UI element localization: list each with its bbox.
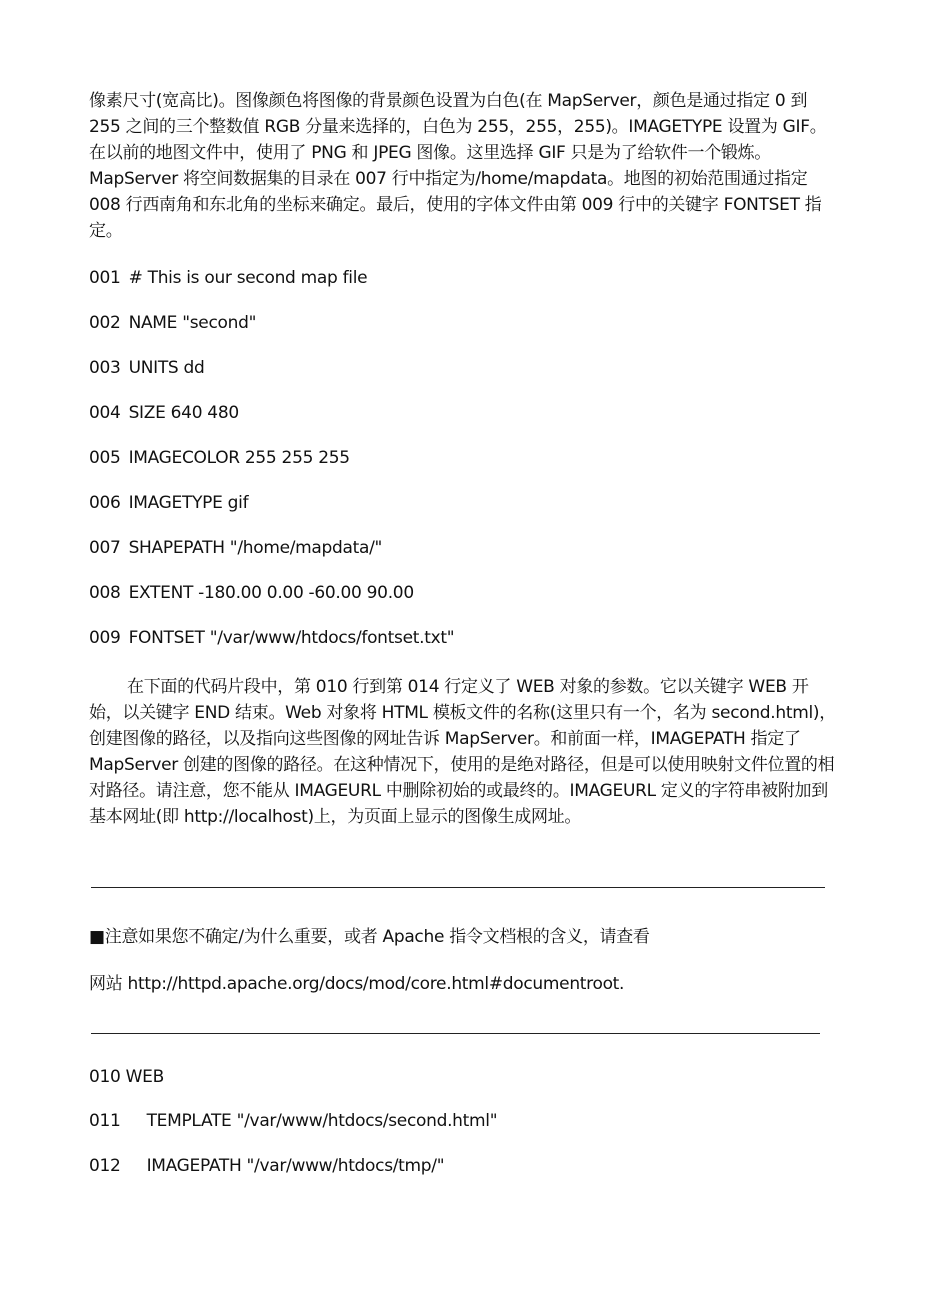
line-number: 002 bbox=[89, 313, 121, 333]
line-number: 006 bbox=[89, 493, 121, 513]
code-line-001 bbox=[89, 267, 367, 289]
code-text: NAME "second" bbox=[128, 313, 257, 333]
code-text: FONTSET "/var/www/htdocs/fontset.txt" bbox=[128, 628, 455, 648]
code-line-004 bbox=[89, 402, 239, 424]
line-number: 011 bbox=[89, 1111, 121, 1131]
line-number: 010 bbox=[89, 1067, 121, 1087]
note-top-divider bbox=[91, 887, 825, 888]
code-text: IMAGETYPE gif bbox=[128, 493, 249, 513]
line-number: 009 bbox=[89, 628, 121, 648]
note-bottom-divider bbox=[91, 1033, 820, 1034]
web-paragraph: 在下面的代码片段中，第 010 行到第 014 行定义了 WEB 对象的参数。它以关键字 WEB 开始，以关键字 END 结束。Web 对象将 HTML 模板文件的名称(这里只有一个，名为 second.html)，创建图像的路径，以及指向这些图像的网址告诉 MapServer。和前面一样，IMAGEPATH 指定了 MapServer 创建的图像的路径。在这种情况下，使用的是绝对路径，但是可以使用映射文件位置的相对路径。请注意，您不能从 IMAGEURL 中删除初始的或最终的。IMAGEURL 定义的字符串被附加到基本网址(即 http://localhost)上，为页面上显示的图像生成网址。 bbox=[89, 677, 836, 827]
line-number: 003 bbox=[89, 358, 121, 378]
code-text: IMAGECOLOR 255 255 255 bbox=[128, 448, 350, 468]
code-line-003 bbox=[89, 357, 205, 379]
code-line-011 bbox=[89, 1110, 497, 1132]
code-line-010 bbox=[89, 1066, 164, 1088]
code-text: SHAPEPATH "/home/mapdata/" bbox=[128, 538, 383, 558]
note-line-1: ■注意如果您不确定/为什么重要，或者 Apache 指令文档根的含义，请查看 bbox=[89, 927, 650, 947]
code-line-008 bbox=[89, 582, 414, 604]
line-number: 001 bbox=[89, 268, 121, 288]
code-text: # This is our second map file bbox=[128, 268, 368, 288]
note-line-2: 网站 http://httpd.apache.org/docs/mod/core.html#documentroot. bbox=[89, 974, 625, 994]
code-text: EXTENT -180.00 0.00 -60.00 90.00 bbox=[128, 583, 414, 603]
line-number: 008 bbox=[89, 583, 121, 603]
code-line-009 bbox=[89, 627, 454, 649]
code-line-002 bbox=[89, 312, 256, 334]
line-number: 012 bbox=[89, 1156, 121, 1176]
code-line-005 bbox=[89, 447, 350, 469]
code-line-006 bbox=[89, 492, 248, 514]
code-text: UNITS dd bbox=[128, 358, 205, 378]
line-number: 005 bbox=[89, 448, 121, 468]
code-text: SIZE 640 480 bbox=[128, 403, 239, 423]
code-text: WEB bbox=[125, 1067, 164, 1087]
code-text: TEMPLATE "/var/www/htdocs/second.html" bbox=[146, 1111, 498, 1131]
code-line-007 bbox=[89, 537, 382, 559]
line-number: 004 bbox=[89, 403, 121, 423]
line-number: 007 bbox=[89, 538, 121, 558]
intro-paragraph: 像素尺寸(宽高比)。图像颜色将图像的背景颜色设置为白色(在 MapServer，颜色是通过指定 0 到 255 之间的三个整数值 RGB 分量来选择的，白色为 255，255，255)。IMAGETYPE 设置为 GIF。在以前的地图文件中，使用了 PNG 和 JPEG 图像。这里选择 GIF 只是为了给软件一个锻炼。MapServer 将空间数据集的目录在 007 行中指定为/home/mapdata。地图的初始范围通过指定 008 行西南角和东北角的坐标来确定。最后，使用的字体文件由第 009 行中的关键字 FONTSET 指定。 bbox=[89, 91, 827, 241]
code-line-012 bbox=[89, 1155, 444, 1177]
code-text: IMAGEPATH "/var/www/htdocs/tmp/" bbox=[146, 1156, 445, 1176]
